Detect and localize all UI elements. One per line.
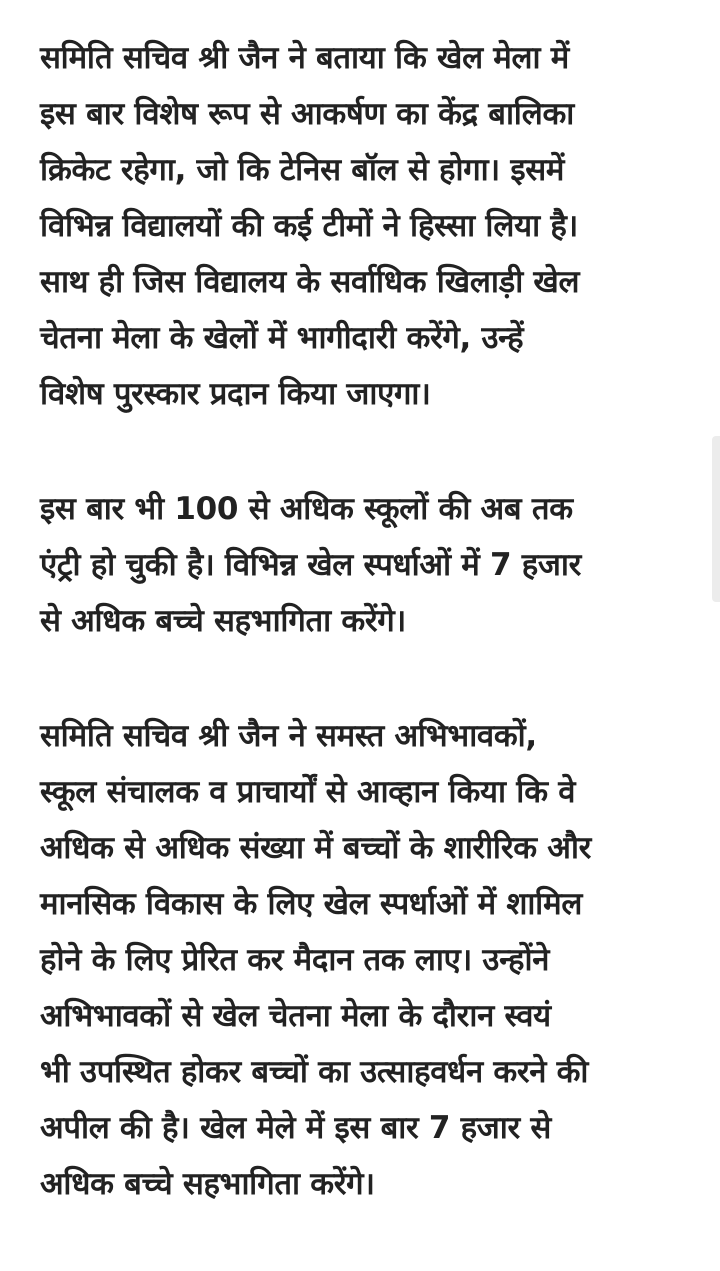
text-line: अभिभावकों से खेल चेतना मेला के दौरान स्वयं (40, 998, 551, 1034)
text-line: क्रिकेट रहेगा, जो कि टेनिस बॉल से होगा। इसमें (40, 152, 565, 188)
text-line: भी उपस्थित होकर बच्चों का उत्साहवर्धन करने की (40, 1054, 589, 1090)
text-line: इस बार भी 100 से अधिक स्कूलों की अब तक (40, 491, 573, 527)
paragraph-1 (40, 30, 690, 422)
paragraph-3 (40, 708, 690, 1212)
text-line: अधिक बच्चे सहभागिता करेंगे। (40, 1166, 375, 1202)
text-line: विभिन्न विद्यालयों की कई टीमों ने हिस्सा लिया है। (40, 208, 578, 244)
text-line: चेतना मेला के खेलों में भागीदारी करेंगे, उन्हें (40, 320, 524, 356)
text-line: होने के लिए प्रेरित कर मैदान तक लाए। उन्होंने (40, 942, 550, 978)
text-line: अधिक से अधिक संख्या में बच्चों के शारीरिक और (40, 830, 592, 866)
text-line: समिति सचिव श्री जैन ने बताया कि खेल मेला में (40, 40, 569, 76)
scrollbar-thumb[interactable] (712, 436, 720, 602)
text-line: समिति सचिव श्री जैन ने समस्त अभिभावकों, (40, 718, 537, 754)
text-line: इस बार विशेष रूप से आकर्षण का केंद्र बालिका (40, 96, 574, 132)
paragraph-2 (40, 481, 690, 649)
text-line: से अधिक बच्चे सहभागिता करेंगे। (40, 603, 406, 639)
text-line: अपील की है। खेल मेले में इस बार 7 हजार से (40, 1110, 552, 1146)
text-line: एंट्री हो चुकी है। विभिन्न खेल स्पर्धाओं में 7 हजार (40, 547, 582, 583)
text-line: साथ ही जिस विद्यालय के सर्वाधिक खिलाड़ी खेल (40, 264, 580, 300)
article-body (40, 30, 690, 1271)
text-line: स्कूल संचालक व प्राचार्यों से आव्हान किया कि वे (40, 774, 576, 810)
text-line: विशेष पुरस्कार प्रदान किया जाएगा। (40, 376, 431, 412)
text-line: मानसिक विकास के लिए खेल स्पर्धाओं में शामिल (40, 886, 583, 922)
